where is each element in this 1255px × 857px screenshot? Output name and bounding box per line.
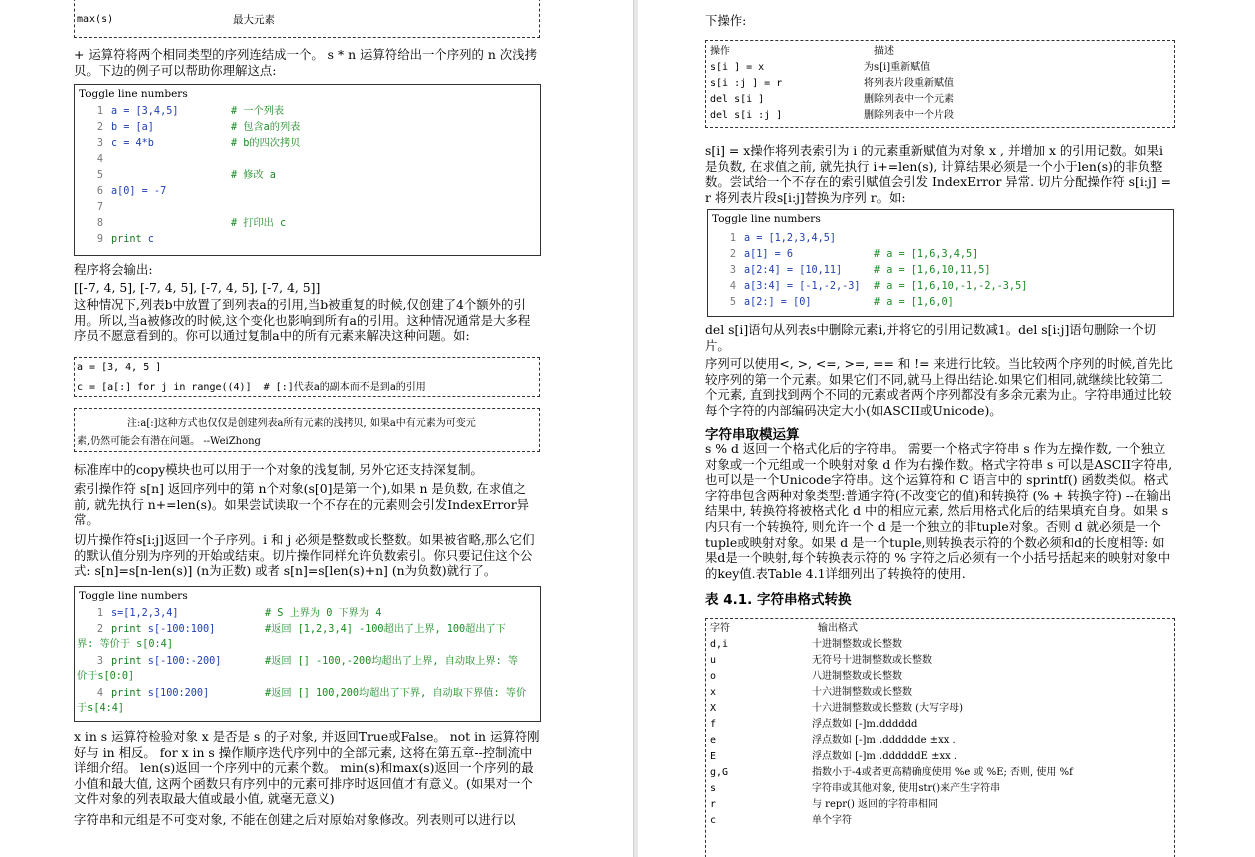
line-number: 4 <box>729 281 736 292</box>
format-description-cell: 十六进制整数或长整数 <box>812 687 912 698</box>
code-comment: # S 上界为 0 下界为 4 <box>265 608 382 619</box>
paragraph-immutable: 字符串和元组是不可变对象, 不能在创建之后对原始对象修改。列表则可以进行以 <box>74 812 516 827</box>
description-cell: 为s[i]重新赋值 <box>864 62 931 73</box>
code-line <box>75 655 221 669</box>
code-block-2 <box>74 586 541 722</box>
format-description-cell: 十六进制整数或长整数 (大写字母) <box>812 703 963 714</box>
format-description-cell: 单个字符 <box>812 815 852 826</box>
line-number: 3 <box>96 656 103 667</box>
paragraph-assignment: s[i] = x操作将列表索引为 i 的元素重新赋值为对象 x , 并增加 x 的引用记数。如果i 是负数, 在求值之前, 就先执行 i+=len(s), 计算结果必须是一个小于len(s)的非负整数。尝试给一个不存在的索引赋值会引发 IndexError 异常. 切片分配操作符 s[i:j] = r 将列表片段s[i:j]替换为序列 r。如: <box>705 143 1171 205</box>
code-line <box>75 153 111 167</box>
format-char-cell: X <box>710 703 717 714</box>
paragraph-string-format: s % d 返回一个格式化后的字符串。 需要一个格式字符串 s 作为左操作数, 一个独立对象或一个元组或一个映射对象 d 作为右操作数。格式字符串 s 可以是ASCII字符串, 也可以是一个Unicode字符串。这个运算符和 C 语言中的 sprintf() 函数类似。格式字符串包含两种对象类型:普通字符(不改变它的值)和转换符 (% + 转换字符) --在输出结果中, 转换符将被格式化 d 中的相应元素, 然后用格式化后的结果填充自身。如果 s 内只有一个转换符, 则允许一个 d 是一个独立的非tuple对象。否则 d 就必须是一个tuple或映射对象。如果 d 是一个tuple,则转换表示符的个数必须和d的长度相等: 如果d是一个映射,每个转换表示符的 % 字符之后必须有一个小括号括起来的映射对象中的key值.表Table 4.1详细列出了转换符的使用. <box>705 441 1173 581</box>
paragraph-concat: + 运算符将两个相同类型的序列连结成一个。 s * n 运算符给出一个序列的 n 次浅拷贝。下边的例子可以帮助你理解这点: <box>74 47 537 78</box>
toggle-line-numbers[interactable]: Toggle line numbers <box>712 213 821 225</box>
format-description-cell: 浮点数如 [-]m.dddddd <box>812 719 918 730</box>
table-header-cell: 操作 <box>710 46 730 57</box>
format-char-cell: e <box>710 735 717 746</box>
code-line <box>75 105 178 119</box>
format-description-cell: 八进制整数或长整数 <box>812 671 902 682</box>
code-comment: # a = [1,6,10,11,5] <box>874 265 991 276</box>
code-comment: # 打印出 c <box>231 218 287 229</box>
format-char-cell: s <box>710 783 717 794</box>
paragraph-slice-operator: 切片操作符s[i:j]返回一个子序列。i 和 j 必须是整数或长整数。如果被省略,那么它们的默认值分别为序列的开始或结束。切片操作同样允许负数索引。你只要记住这个公式: s[n]=s[n-len(s)] (n为正数) 或者 s[n]=s[len(s)+n] (n为负数)就行了。 <box>74 532 535 579</box>
format-description-cell: 字符串或其他对象, 使用str()来产生字符串 <box>812 783 1001 794</box>
format-char-cell: u <box>710 655 717 666</box>
code-line <box>75 623 215 637</box>
format-char-cell: E <box>710 751 717 762</box>
code-comment-wrap: 价于s[0:0] <box>77 671 135 682</box>
description-cell: 将列表片段重新赋值 <box>864 78 954 89</box>
paragraph-references: 这种情况下,列表b中放置了到列表a的引用,当b被重复的时候,仅创建了4个额外的引用。所以,当a被修改的时候,这个变化也影响到所有a的引用。这种情况通常是大多程序员不愿意看到的。你可以通过复制a中的所有元素来解决这种问题。如: <box>74 297 531 344</box>
paragraph-index-operator: 索引操作符 s[n] 返回序列中的第 n个对象(s[0]是第一个),如果 n 是负数, 在求值之前, 就先执行 n+=len(s)。如果尝试读取一个不存在的元素则会引发IndexError异常。 <box>74 481 530 528</box>
code-text: s[-100:100] <box>141 624 216 635</box>
paragraph-membership: x in s 运算符检验对象 x 是否是 s 的子对象, 并返回True或False。 not in 运算符刚好与 in 相反。 for x in s 操作顺序迭代序列中的全部元素, 这将在第五章--控制流中详细介绍。 len(s)返回一个序列中的元素个数。 min(s)和max(s)返回一个序列的最小值和最大值, 这两个函数只有序列中的元素可排序时返回值才有意义。(如果对一个文件对象的列表取最大值或最小值, 就毫无意义) <box>74 729 540 807</box>
code-comment-wrap: 界: 等价于 s[0:4] <box>77 639 173 650</box>
output-value: [[-7, 4, 5], [-7, 4, 5], [-7, 4, 5], [-7, 4, 5]] <box>74 280 321 295</box>
code-line <box>708 296 811 310</box>
format-char-cell: r <box>710 799 717 810</box>
line-number: 3 <box>729 265 736 276</box>
code-line <box>75 217 111 231</box>
output-label: 程序将会输出: <box>74 262 153 277</box>
format-char-cell: c <box>710 815 717 826</box>
code-comment: # a = [1,6,10,-1,-2,-3,5] <box>874 281 1028 292</box>
code-comment: #返回 [] -100,-200均超出了上界, 自动取上界: 等 <box>265 656 519 667</box>
code-text: s=[1,2,3,4] <box>111 608 179 619</box>
description-cell: 删除列表中一个片段 <box>864 110 954 121</box>
code-comment: # a = [1,6,0] <box>874 297 954 308</box>
line-number: 7 <box>96 202 103 213</box>
line-number: 4 <box>96 688 103 699</box>
note-text: 素,仍然可能会有潜在问题。 --WeiZhong <box>77 436 261 447</box>
format-description-cell: 十进制整数或长整数 <box>812 639 902 650</box>
code-line <box>708 280 861 294</box>
code-line <box>75 185 166 199</box>
section-heading: 字符串取模运算 <box>705 427 800 443</box>
operation-cell: del s[i :j ] <box>710 110 783 121</box>
code-comment-wrap: 于s[4:4] <box>77 703 124 714</box>
copy-code-block <box>74 357 540 397</box>
right-page <box>637 0 1255 857</box>
code-line <box>75 121 154 135</box>
note-box <box>74 408 540 452</box>
list-operations-table <box>705 40 1175 128</box>
code-comment: # 一个列表 <box>231 106 285 117</box>
code-comment: #返回 [1,2,3,4] -100超出了上界, 100超出了下 <box>265 624 506 635</box>
format-description-cell: 指数小于-4或者更高精确度使用 %e 或 %E; 否则, 使用 %f <box>812 767 1073 778</box>
code-block-3 <box>707 209 1174 317</box>
code-line <box>75 687 209 701</box>
code-keyword: print <box>111 624 142 635</box>
operation-cell: s[i ] = x <box>710 62 765 73</box>
table-header-cell: 输出格式 <box>818 623 858 634</box>
line-number: 4 <box>96 154 103 165</box>
code-text: a = [1,2,3,4,5] <box>744 233 837 244</box>
table-cell-description: 最大元素 <box>233 14 275 26</box>
code-text: a[2:4] = [10,11] <box>744 265 843 276</box>
description-cell: 删除列表中一个元素 <box>864 94 954 105</box>
table-header-cell: 字符 <box>710 623 730 634</box>
code-text: s[-100:-200] <box>141 656 222 667</box>
code-keyword: print <box>111 234 142 245</box>
code-text: a = [3,4,5] <box>111 106 179 117</box>
format-char-cell: f <box>710 719 717 730</box>
code-text: a[0] = -7 <box>111 186 167 197</box>
code-line: c = [a[:] for j in range((4)] # [:]代表a的副本而不是到a的引用 <box>77 382 426 393</box>
line-number: 5 <box>96 170 103 181</box>
paragraph-del: del s[i]语句从列表s中删除元素i,并将它的引用记数减1。del s[i:j]语句删除一个切片。 <box>705 322 1157 353</box>
builtin-functions-table <box>74 0 540 38</box>
line-number: 2 <box>96 122 103 133</box>
table-cell-function: max(s) <box>77 14 114 25</box>
code-text: a[3:4] = [-1,-2,-3] <box>744 281 861 292</box>
code-comment: # b的四次拷贝 <box>231 138 301 149</box>
operation-cell: s[i :j ] = r <box>710 78 783 89</box>
line-number: 9 <box>96 234 103 245</box>
paragraph-compare: 序列可以使用<, >, <=, >=, == 和 != 来进行比较。当比较两个序列的时候,首先比较序列的第一个元素。如果它们不同,就马上得出结论.如果它们相同,就继续比较第二个元素, 直到找到两个不同的元素或者两个序列都没有多余元素为止。字符串通过比较每个字符的内部编码决定大小(如ASCII或Unicode)。 <box>705 356 1173 418</box>
code-line <box>75 169 111 183</box>
code-comment: #返回 [] 100,200均超出了下界, 自动取下界值: 等价 <box>265 688 527 699</box>
paragraph-copy-module: 标准库中的copy模块也可以用于一个对象的浅复制, 另外它还支持深复制。 <box>74 462 483 477</box>
table-title: 表 4.1. 字符串格式转换 <box>705 592 852 608</box>
format-conversion-table <box>705 618 1175 857</box>
format-char-cell: d,i <box>710 639 729 650</box>
code-block-1 <box>74 84 541 256</box>
format-description-cell: 与 repr() 返回的字符串相同 <box>812 799 939 810</box>
line-number: 8 <box>96 218 103 229</box>
code-line <box>75 607 178 621</box>
line-number: 5 <box>729 297 736 308</box>
code-line <box>75 233 154 247</box>
code-line <box>708 232 836 246</box>
format-char-cell: o <box>710 671 717 682</box>
line-number: 6 <box>96 186 103 197</box>
toggle-line-numbers[interactable]: Toggle line numbers <box>79 88 188 100</box>
code-line <box>75 201 111 215</box>
format-char-cell: x <box>710 687 717 698</box>
table-header-cell: 描述 <box>874 46 894 57</box>
code-keyword: print <box>111 688 142 699</box>
code-text: a[2:] = [0] <box>744 297 812 308</box>
code-line: a = [3, 4, 5 ] <box>77 362 162 373</box>
code-line <box>75 137 154 151</box>
line-number: 1 <box>729 233 736 244</box>
code-line <box>708 248 793 262</box>
line-number: 2 <box>96 624 103 635</box>
toggle-line-numbers[interactable]: Toggle line numbers <box>79 590 188 602</box>
format-char-cell: g,G <box>710 767 729 778</box>
code-keyword: print <box>111 656 142 667</box>
code-text: c <box>141 234 154 245</box>
code-text: c = 4*b <box>111 138 154 149</box>
code-text: s[100:200] <box>141 688 210 699</box>
operation-cell: del s[i ] <box>710 94 765 105</box>
paragraph-intro: 下操作: <box>705 13 747 28</box>
line-number: 3 <box>96 138 103 149</box>
code-line <box>708 264 842 278</box>
code-comment: # a = [1,6,3,4,5] <box>874 249 979 260</box>
code-comment: # 修改 a <box>231 170 276 181</box>
format-description-cell: 无符号十进制整数或长整数 <box>812 655 932 666</box>
line-number: 1 <box>96 608 103 619</box>
code-comment: # 包含a的列表 <box>231 122 301 133</box>
line-number: 2 <box>729 249 736 260</box>
note-text: 注:a[:]这种方式也仅仅是创建列表a所有元素的浅拷贝, 如果a中有元素为可变元 <box>127 418 476 429</box>
format-description-cell: 浮点数如 [-]m .dddddde ±xx . <box>812 735 956 746</box>
line-number: 1 <box>96 106 103 117</box>
code-text: b = [a] <box>111 122 154 133</box>
code-text: a[1] = 6 <box>744 249 794 260</box>
format-description-cell: 浮点数如 [-]m .ddddddE ±xx . <box>812 751 958 762</box>
